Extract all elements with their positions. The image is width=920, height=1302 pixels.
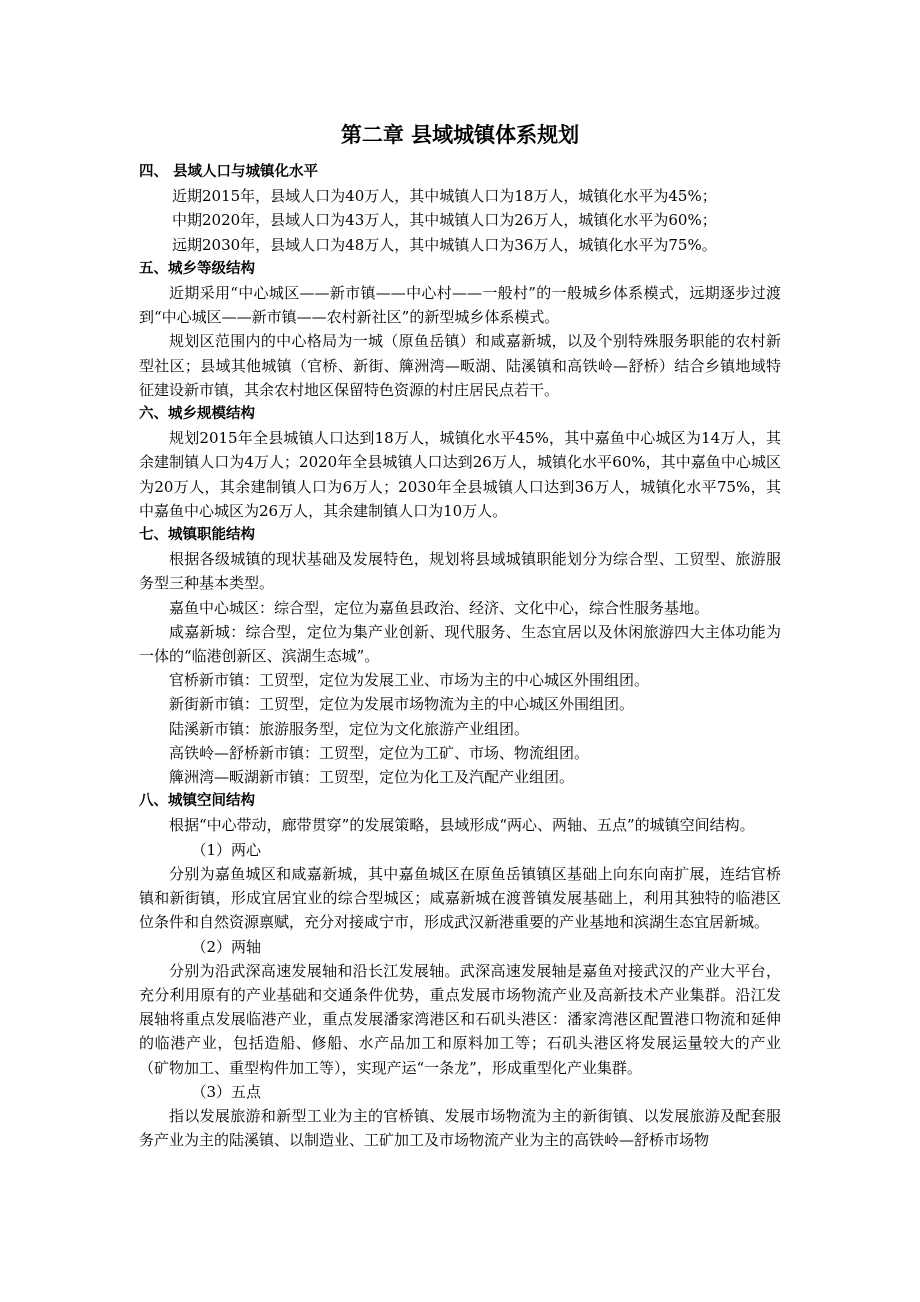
paragraph: 规划区范围内的中心格局为一城（原鱼岳镇）和咸嘉新城，以及个别特殊服务职能的农村新型社区；县域其他城镇（官桥、新街、簰洲湾—畈湖、陆溪镇和高铁岭—舒桥）结合乡镇地域特征建设新市镇，其余农村地区保留特色资源的村庄居民点若干。 (139, 332, 781, 399)
chapter-title: 第二章 县域城镇体系规划 (340, 122, 580, 147)
section-heading-scale: 六、城乡规模结构 (139, 406, 255, 423)
paragraph: 分别为沿武深高速发展轴和沿长江发展轴。武深高速发展轴是嘉鱼对接武汉的产业大平台，充分利用原有的产业基础和交通条件优势，重点发展市场物流产业及高新技术产业集群。沿江发展轴将重点发展临港产业，重点发展潘家湾港区和石矶头港区：潘家湾港区配置港口物流和延伸的临港产业，包括造船、修船、水产品加工和原料加工等；石矶头港区将发展运量较大的产业（矿物加工、重型构件加工等），实现产运“一条龙”，形成重型化产业集群。 (139, 961, 781, 1077)
paragraph: 分别为嘉鱼城区和咸嘉新城，其中嘉鱼城区在原鱼岳镇镇区基础上向东向南扩展，连结官桥镇和新街镇，形成宜居宜业的综合型城区；咸嘉新城在渡普镇发展基础上，利用其独特的临港区位条件和自然资源禀赋，充分对接咸宁市，形成武汉新港重要的产业基地和滨湖生态宜居新城。 (139, 864, 781, 932)
document-body (139, 160, 781, 1152)
subheading: （2）两轴 (191, 937, 262, 956)
paragraph: 官桥新市镇：工贸型，定位为发展工业、市场为主的中心城区外围组团。 (169, 671, 650, 690)
subheading: （3）五点 (191, 1082, 262, 1101)
population-2020: 中期2020年，县域人口为43万人，其中城镇人口为26万人，城镇化水平为60%； (172, 211, 717, 230)
paragraph: 新街新市镇：工贸型，定位为发展市场物流为主的中心城区外围组团。 (169, 695, 635, 714)
paragraph: 陆溪新市镇：旅游服务型，定位为文化旅游产业组团。 (169, 719, 530, 738)
subheading: （1）两心 (191, 840, 262, 859)
section-heading-hierarchy: 五、城乡等级结构 (139, 260, 255, 277)
section-heading-spatial: 八、城镇空间结构 (139, 793, 255, 810)
paragraph: 根据各级城镇的现状基础及发展特色，规划将县域城镇职能划分为综合型、工贸型、旅游服务型三种基本类型。 (139, 550, 781, 593)
section-heading-population: 四、 县域人口与城镇化水平 (139, 164, 319, 180)
population-2030: 远期2030年，县域人口为48万人，其中城镇人口为36万人，城镇化水平为75%。 (172, 235, 717, 254)
paragraph: 嘉鱼中心城区：综合型，定位为嘉鱼县政治、经济、文化中心，综合性服务基地。 (169, 598, 710, 617)
paragraph: 近期采用“中心城区——新市镇——中心村——一般村”的一般城乡体系模式，远期逐步过渡到“中心城区——新市镇——农村新社区”的新型城乡体系模式。 (139, 284, 781, 327)
paragraph: 咸嘉新城：综合型，定位为集产业创新、现代服务、生态宜居以及休闲旅游四大主体功能为一体的“临港创新区、滨湖生态城”。 (139, 622, 781, 666)
paragraph: 规划2015年全县城镇人口达到18万人，城镇化水平45%，其中嘉鱼中心城区为14万人，其余建制镇人口为4万人；2020年全县城镇人口达到26万人，城镇化水平60%，其中嘉鱼中心城区为20万人，其余建制镇人口为6万人；2030年全县城镇人口达到36万人，城镇化水平75%，其中嘉鱼中心城区为26万人，其余建制镇人口为10万人。 (139, 429, 781, 520)
paragraph: 根据“中心带动，廊带贯穿”的发展策略，县域形成“两心、两轴、五点”的城镇空间结构。 (169, 816, 755, 835)
paragraph: 指以发展旅游和新型工业为主的官桥镇、发展市场物流为主的新街镇、以发展旅游及配套服务产业为主的陆溪镇、以制造业、工矿加工及市场物流产业为主的高铁岭—舒桥市场物 (139, 1106, 781, 1150)
population-2015: 近期2015年，县域人口为40万人，其中城镇人口为18万人，城镇化水平为45%； (172, 187, 717, 206)
paragraph: 高铁岭—舒桥新市镇：工贸型，定位为工矿、市场、物流组团。 (169, 743, 590, 762)
paragraph: 簰洲湾—畈湖新市镇：工贸型，定位为化工及汽配产业组团。 (169, 768, 575, 787)
section-heading-function: 七、城镇职能结构 (139, 527, 255, 544)
